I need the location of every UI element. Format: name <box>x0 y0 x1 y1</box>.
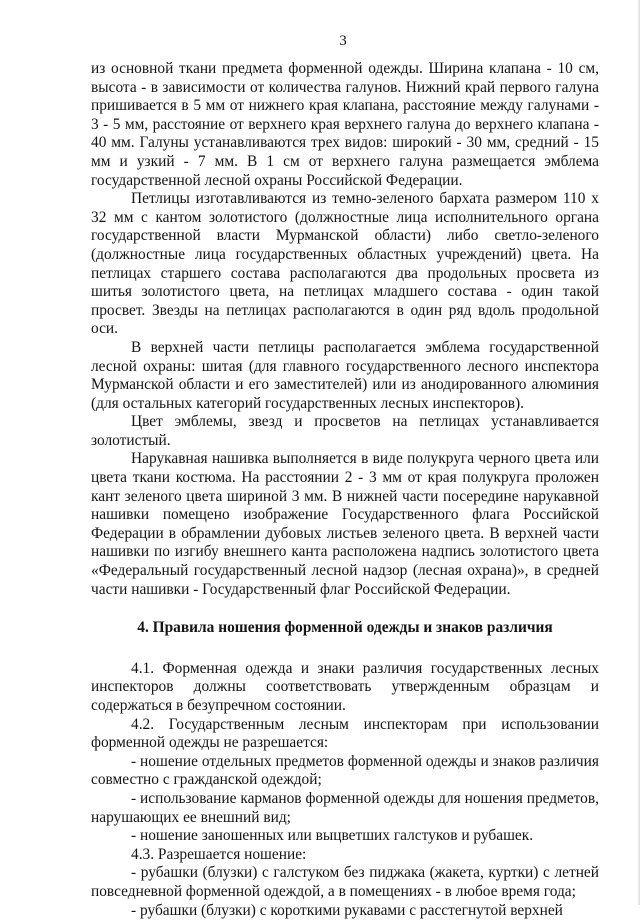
clause-4-2: 4.2. Государственным лесным инспекторам при использовании форменной одежды не разрешается: <box>91 715 599 752</box>
list-item: - рубашки (блузки) с галстуком без пиджака (жакета, куртки) с летней повседневной форменной одеждой, а в помещениях - в любое время года; <box>91 864 599 900</box>
paragraph-buttonhole-emblem: В верхней части петлицы располагается эмблема государственной лесной охраны: шитая (для главного государственного лесного инспектора Мурманской области и его заместителей) или из анодированного алюминия (для остальных категорий государственных лесных инспекторов). <box>91 338 599 412</box>
page-number: 3 <box>339 33 347 49</box>
clause-4-1: 4.1. Форменная одежда и знаки различия государственных лесных инспекторов должны соответствовать утвержденным образцам и содержаться в безупречном состоянии. <box>91 659 599 714</box>
list-item: - ношение заношенных или выцветших галстуков и рубашек. <box>131 827 534 845</box>
paragraph-emblem-color: Цвет эмблемы, звезд и просветов на петлицах устанавливается золотистый. <box>91 413 599 449</box>
paragraph-flap-description: из основной ткани предмета форменной одежды. Ширина клапана - 10 см, высота - в зависимости от количества галунов. Нижний край первого галуна пришивается в 5 мм от нижнего края клапана, расстояние между галунами - 3 - 5 мм, расстояние от верхнего края верхнего галуна до верхнего клапана - 40 мм. Галуны устанавливаются трех видов: широкий - 30 мм, средний - 15 мм и узкий - 7 мм. В 1 см от верхнего галуна размещается эмблема государственной лесной охраны Российской Федерации. <box>91 60 599 189</box>
list-item: - рубашки (блузки) с короткими рукавами с расстегнутой верхней <box>131 901 563 919</box>
clause-4-3: 4.3. Разрешается ношение: <box>131 845 307 863</box>
paragraph-sleeve-patch: Нарукавная нашивка выполняется в виде полукруга черного цвета или цвета ткани костюма. На расстоянии 2 - 3 мм от края полукруга проложен кант зеленого цвета шириной 3 мм. В нижней части посередине нарукавной нашивки помещено изображение Государственного флага Российской Федерации в обрамлении дубовых листьев зеленого цвета. В верхней части нашивки по изгибу внешнего канта расположена надпись золотистого цвета «Федеральный государственный лесной надзор (лесная охрана)», в средней части нашивки - Государственный флаг Российской Федерации. <box>91 450 599 598</box>
list-item: - использование карманов форменной одежды для ношения предметов, нарушающих ее внешний вид; <box>91 789 599 826</box>
section-heading: 4. Правила ношения форменной одежды и знаков различия <box>137 619 553 637</box>
paragraph-buttonholes: Петлицы изготавливаются из темно-зеленого бархата размером 110 х 32 мм с кантом золотистого (должностные лица исполнительного органа государственной власти Мурманской области) либо светло-зеленого (должностные лица государственных областных учреждений) цвета. На петлицах старшего состава располагаются два продольных просвета из шитья золотистого цвета, на петлицах младшего состава - один такой просвет. Звезды на петлицах располагаются в один ряд вдоль продольной оси. <box>91 190 599 338</box>
list-item: - ношение отдельных предметов форменной одежды и знаков различия совместно с гражданской одеждой; <box>91 752 599 789</box>
document-body <box>91 60 599 920</box>
